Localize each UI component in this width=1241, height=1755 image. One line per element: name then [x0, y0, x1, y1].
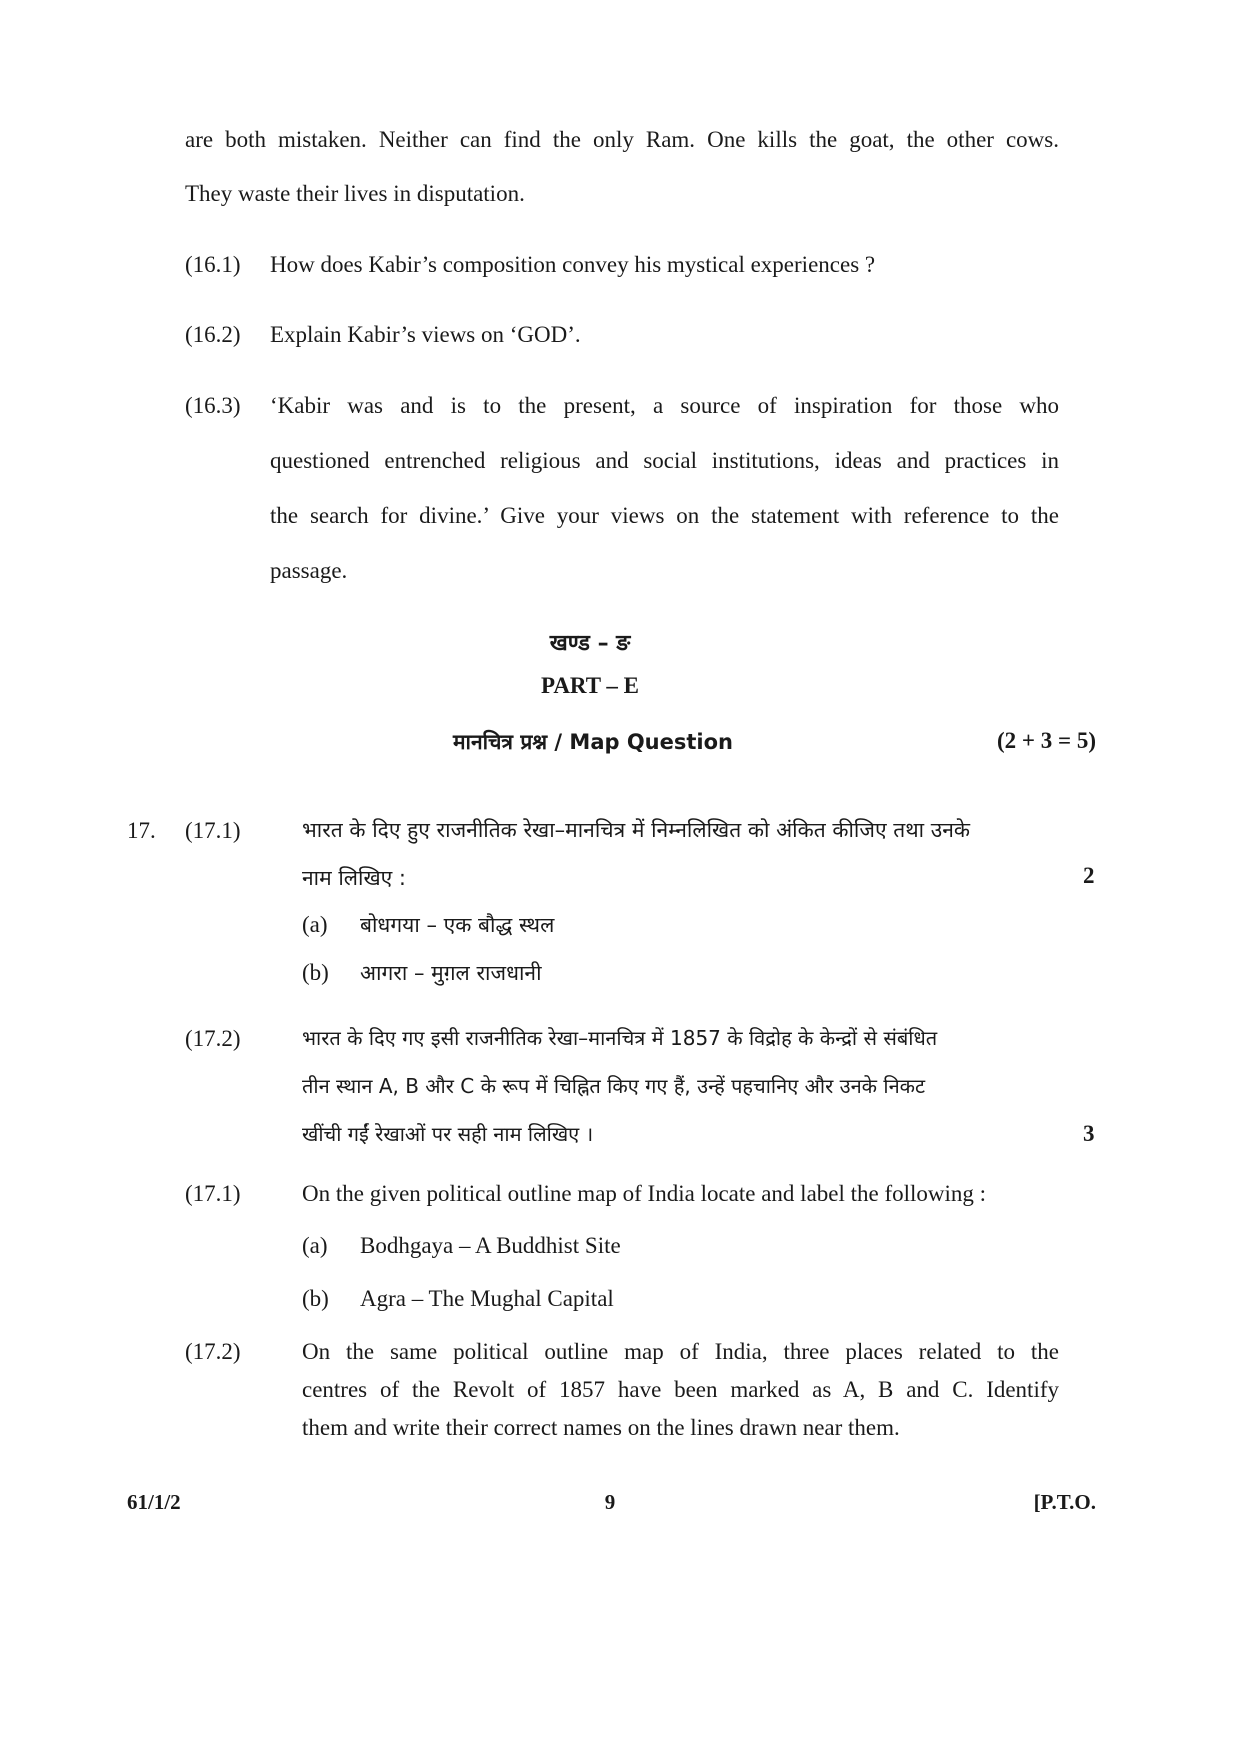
- q17-number: 17.: [127, 818, 156, 843]
- q17-1-hindi-b-text: आगरा – मुग़ल राजधानी: [360, 961, 542, 985]
- q17-2-en-number: (17.2): [185, 1339, 241, 1364]
- q17-2-en-line-2: centres of the Revolt of 1857 have been marked as A, B and C. Identify: [302, 1377, 1059, 1402]
- footer-pto: [P.T.O.: [1033, 1490, 1096, 1514]
- q16-3-line-1: ‘Kabir was and is to the present, a source of inspiration for those who: [270, 393, 1059, 418]
- passage-line-2: They waste their lives in disputation.: [185, 181, 525, 206]
- part-title: PART – E: [540, 673, 640, 698]
- q16-1-text: How does Kabir’s composition convey his mystical experiences ?: [270, 252, 876, 277]
- q16-2-number: (16.2): [185, 322, 241, 347]
- q17-1-en-b-label: (b): [302, 1286, 329, 1311]
- q17-2-en-line-1: On the same political outline map of India, three places related to the: [302, 1339, 1059, 1364]
- q17-1-hindi-number: (17.1): [185, 818, 241, 843]
- q17-1-en-number: (17.1): [185, 1181, 241, 1206]
- q16-1-number: (16.1): [185, 252, 241, 277]
- q16-3-number: (16.3): [185, 393, 241, 418]
- q17-1-hindi-line-2: नाम लिखिए :: [302, 866, 406, 890]
- q17-1-hindi-line-1: भारत के दिए हुए राजनीतिक रेखा–मानचित्र में निम्नलिखित को अंकित कीजिए तथा उनके: [302, 818, 971, 842]
- map-question-title: मानचित्र प्रश्न / Map Question: [453, 730, 733, 754]
- q17-2-hindi-line-2: तीन स्थान A, B और C के रूप में चिह्नित किए गए हैं, उन्हें पहचानिए और उनके निकट: [302, 1074, 926, 1098]
- part-hindi-title: खण्ड – ङ: [549, 631, 631, 656]
- q17-1-en-a-text: Bodhgaya – A Buddhist Site: [360, 1233, 621, 1258]
- q17-1-en-text: On the given political outline map of India locate and label the following :: [302, 1181, 987, 1206]
- passage-line-1: are both mistaken. Neither can find the only Ram. One kills the goat, the other cows.: [185, 127, 1059, 152]
- q16-3-line-2: questioned entrenched religious and social institutions, ideas and practices in: [270, 448, 1059, 473]
- section-marks: (2 + 3 = 5): [996, 728, 1096, 753]
- q17-2-marks: 3: [1083, 1121, 1095, 1146]
- q17-2-en-line-3: them and write their correct names on the lines drawn near them.: [302, 1415, 900, 1440]
- q17-2-hindi-number: (17.2): [185, 1026, 241, 1051]
- footer-paper-code: 61/1/2: [127, 1490, 181, 1514]
- q17-1-hindi-b-label: (b): [302, 960, 329, 985]
- q17-1-en-a-label: (a): [302, 1233, 328, 1258]
- q17-1-en-b-text: Agra – The Mughal Capital: [360, 1286, 614, 1311]
- q17-1-hindi-a-text: बोधगया – एक बौद्ध स्थल: [360, 913, 555, 937]
- q16-3-line-3: the search for divine.’ Give your views on the statement with reference to the: [270, 503, 1059, 528]
- footer-page-number: 9: [604, 1490, 616, 1514]
- q16-2-text: Explain Kabir’s views on ‘GOD’.: [270, 322, 581, 347]
- map-question-heading: [453, 728, 733, 756]
- q16-3-line-4: passage.: [270, 558, 348, 583]
- q17-2-hindi-line-1: भारत के दिए गए इसी राजनीतिक रेखा–मानचित्र में 1857 के विद्रोह के केन्द्रों से संबंधित: [302, 1026, 938, 1050]
- q17-1-hindi-a-label: (a): [302, 912, 328, 937]
- q17-1-marks: 2: [1083, 863, 1095, 888]
- q17-2-hindi-line-3: खींची गईं रेखाओं पर सही नाम लिखिए ।: [302, 1122, 594, 1146]
